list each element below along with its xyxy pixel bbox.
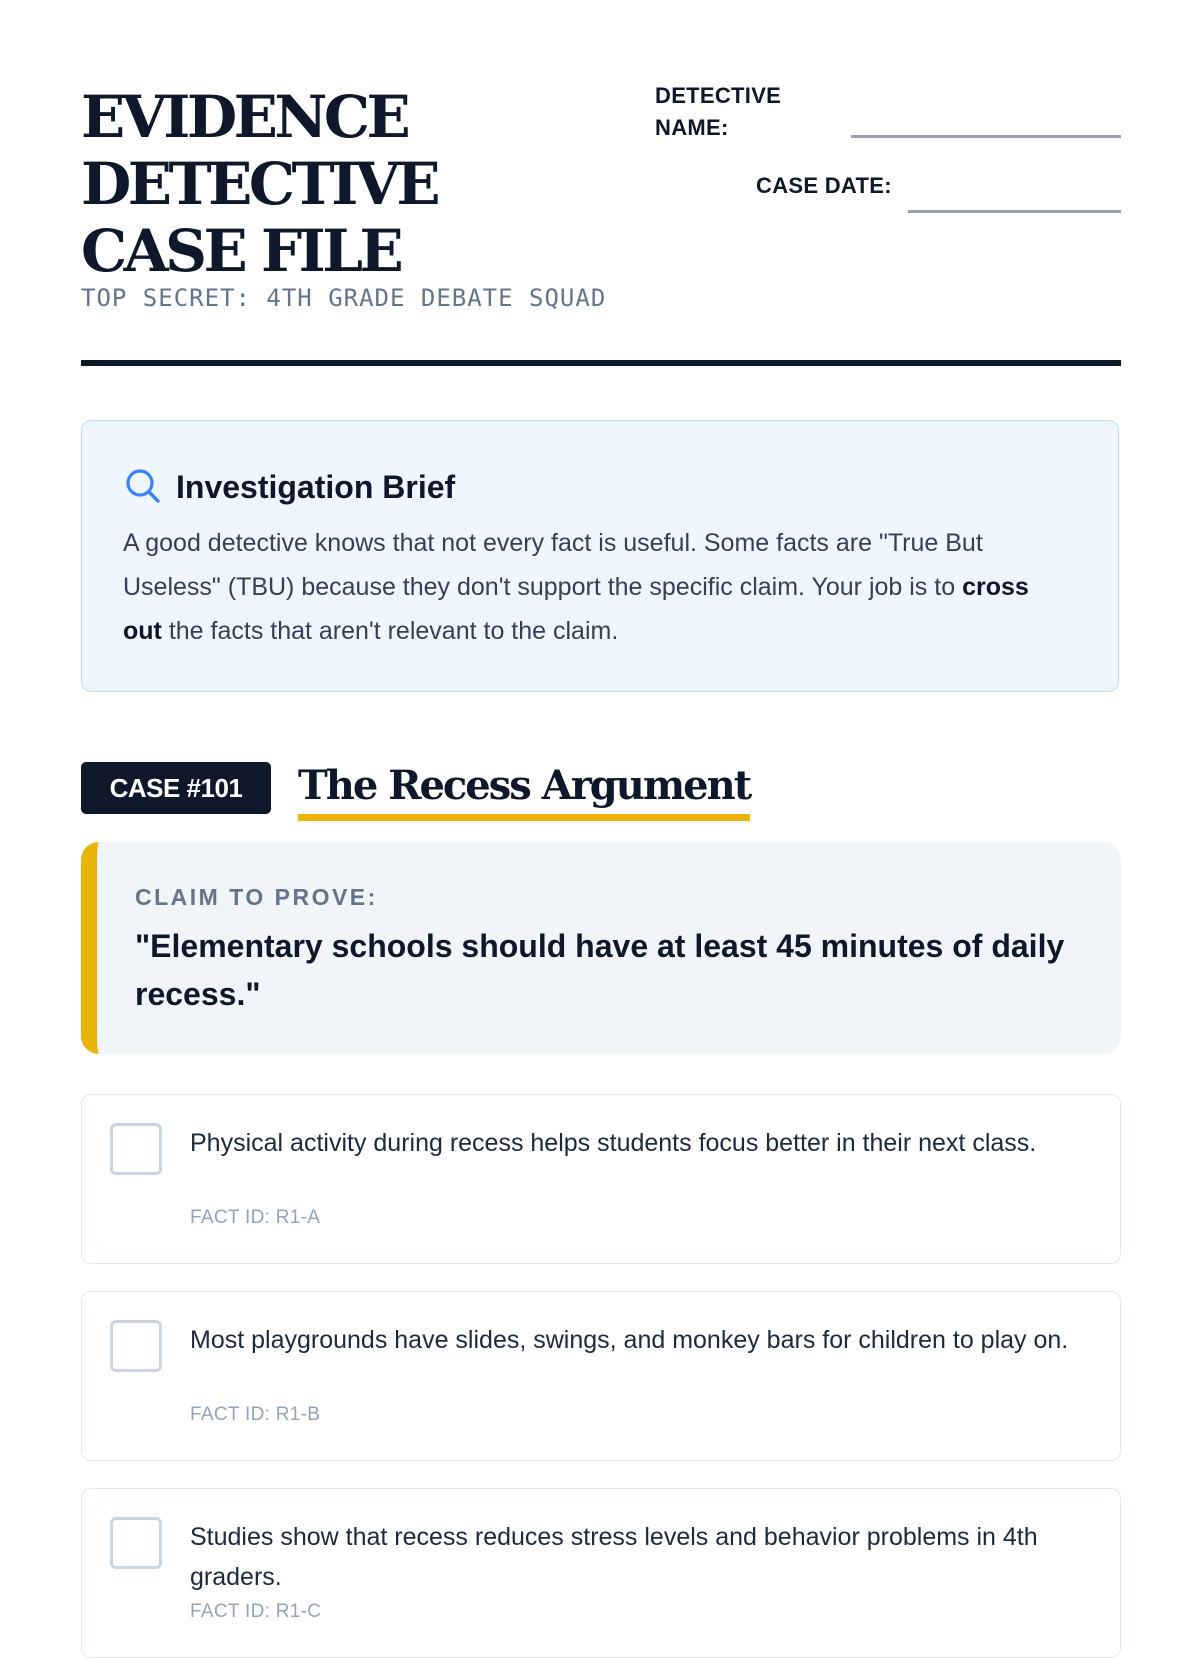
claim-label: CLAIM TO PROVE: bbox=[135, 884, 378, 910]
fact-checkbox[interactable] bbox=[110, 1517, 162, 1569]
case-date-field[interactable] bbox=[908, 210, 1121, 213]
fact-id: FACT ID: R1-B bbox=[190, 1404, 321, 1425]
fact-card bbox=[81, 1488, 1121, 1658]
fact-card bbox=[81, 1291, 1121, 1461]
header-divider bbox=[81, 360, 1121, 366]
fact-card bbox=[81, 1094, 1121, 1264]
brief-text bbox=[123, 521, 1073, 653]
fact-text: Most playgrounds have slides, swings, and monkey bars for children to play on. bbox=[190, 1326, 1069, 1354]
page-subtitle: TOP SECRET: 4TH GRADE DEBATE SQUAD bbox=[81, 284, 607, 312]
detective-name-field[interactable] bbox=[851, 135, 1121, 138]
fact-id: FACT ID: R1-A bbox=[190, 1207, 321, 1228]
claim-box bbox=[81, 842, 1121, 1054]
fact-checkbox[interactable] bbox=[110, 1320, 162, 1372]
fact-text: Studies show that recess reduces stress levels and behavior problems in 4th graders. bbox=[190, 1523, 1038, 1591]
investigation-brief bbox=[81, 420, 1119, 692]
fact-checkbox[interactable] bbox=[110, 1123, 162, 1175]
page-title: EVIDENCE DETECTIVE CASE FILE bbox=[81, 83, 438, 285]
worksheet-page bbox=[81, 0, 1121, 1622]
brief-text-start: A good detective knows that not every fact is useful. Some facts are "True But Useless" (TBU) because they don't support the specific claim. Your job is to bbox=[123, 529, 983, 601]
fact-text: Physical activity during recess helps students focus better in their next class. bbox=[190, 1129, 1037, 1157]
case-title: The Recess Argument bbox=[298, 758, 750, 821]
claim-text: "Elementary schools should have at least 45 minutes of daily recess." bbox=[135, 928, 1065, 1012]
case-date-label: CASE DATE: bbox=[756, 173, 892, 198]
fact-id: FACT ID: R1-C bbox=[190, 1601, 322, 1622]
brief-text-emphasis: cross out bbox=[123, 573, 1029, 645]
brief-title: Investigation Brief bbox=[176, 469, 456, 505]
detective-name-label: DETECTIVE NAME: bbox=[655, 83, 782, 140]
brief-text-end: the facts that aren't relevant to the claim. bbox=[161, 617, 619, 645]
case-badge: CASE #101 bbox=[81, 762, 271, 814]
header bbox=[81, 0, 1121, 370]
search-icon bbox=[124, 467, 162, 505]
